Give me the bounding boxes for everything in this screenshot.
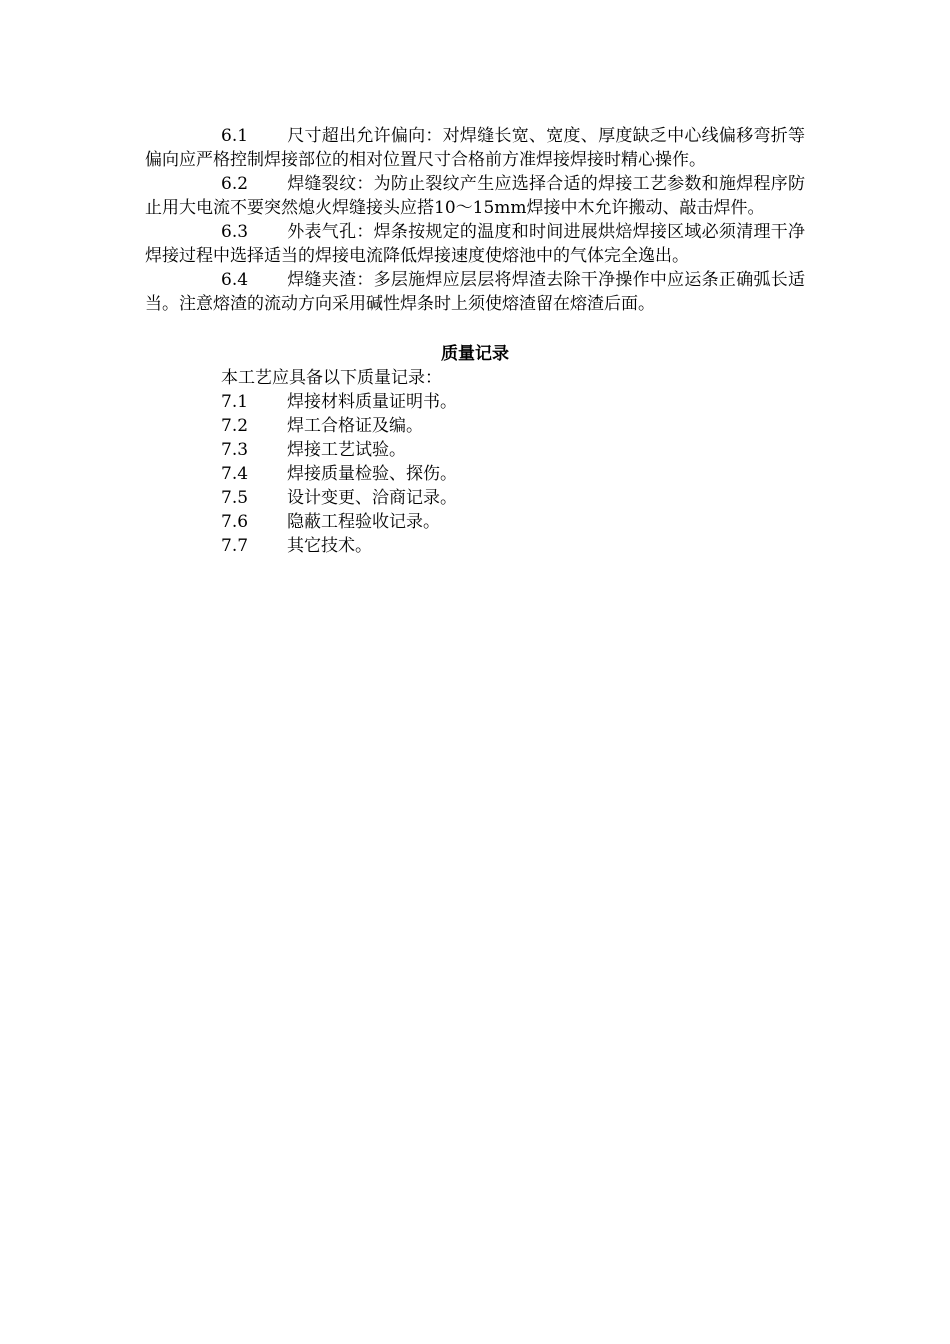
- section-intro: 本工艺应具备以下质量记录：: [221, 368, 442, 388]
- item-text: 设计变更、洽商记录。: [287, 488, 457, 508]
- paragraph-6-3: [145, 220, 805, 268]
- item-text: 隐蔽工程验收记录。: [287, 512, 440, 532]
- item-text: 外表气孔：焊条按规定的温度和时间进展烘焙焊接区域必须清理干净焊接过程中选择适当的焊接电流降低焊接速度使熔池中的气体完全逸出。: [145, 222, 805, 266]
- paragraph-6-4: [145, 268, 805, 316]
- list-item: [221, 462, 805, 486]
- item-number: 6.2: [221, 174, 249, 194]
- item-number: 6.4: [221, 270, 249, 290]
- item-number: 6.3: [221, 222, 249, 242]
- item-number: 7.1: [221, 392, 249, 412]
- list-item: [221, 414, 805, 438]
- item-number: 7.6: [221, 512, 249, 532]
- item-text: 焊接工艺试验。: [287, 440, 406, 460]
- item-number: 7.2: [221, 416, 249, 436]
- paragraph-6-1: [145, 124, 805, 172]
- item-number: 7.3: [221, 440, 249, 460]
- item-number: 7.7: [221, 536, 249, 556]
- document-content: [145, 124, 805, 558]
- list-item: [221, 534, 805, 558]
- item-text: 焊接质量检验、探伤。: [287, 464, 457, 484]
- item-text: 尺寸超出允许偏向：对焊缝长宽、宽度、厚度缺乏中心线偏移弯折等偏向应严格控制焊接部位的相对位置尺寸合格前方准焊接焊接时精心操作。: [145, 126, 805, 170]
- item-text: 其它技术。: [287, 536, 372, 556]
- section-title: 质量记录: [441, 344, 509, 364]
- item-number: 6.1: [221, 126, 249, 146]
- item-number: 7.4: [221, 464, 249, 484]
- item-text: 焊工合格证及编。: [287, 416, 423, 436]
- list-item: [221, 510, 805, 534]
- item-text: 焊缝夹渣：多层施焊应层层将焊渣去除干净操作中应运条正确弧长适当。注意熔渣的流动方向采用碱性焊条时上须使熔渣留在熔渣后面。: [145, 270, 805, 314]
- item-text: 焊接材料质量证明书。: [287, 392, 457, 412]
- list-item: [221, 438, 805, 462]
- quality-record-list: [221, 390, 805, 558]
- item-text: 焊缝裂纹：为防止裂纹产生应选择合适的焊接工艺参数和施焊程序防止用大电流不要突然熄火焊缝接头应搭10～15mm焊接中木允许搬动、敲击焊件。: [145, 174, 805, 218]
- list-item: [221, 486, 805, 510]
- list-item: [221, 390, 805, 414]
- paragraph-6-2: [145, 172, 805, 220]
- item-number: 7.5: [221, 488, 249, 508]
